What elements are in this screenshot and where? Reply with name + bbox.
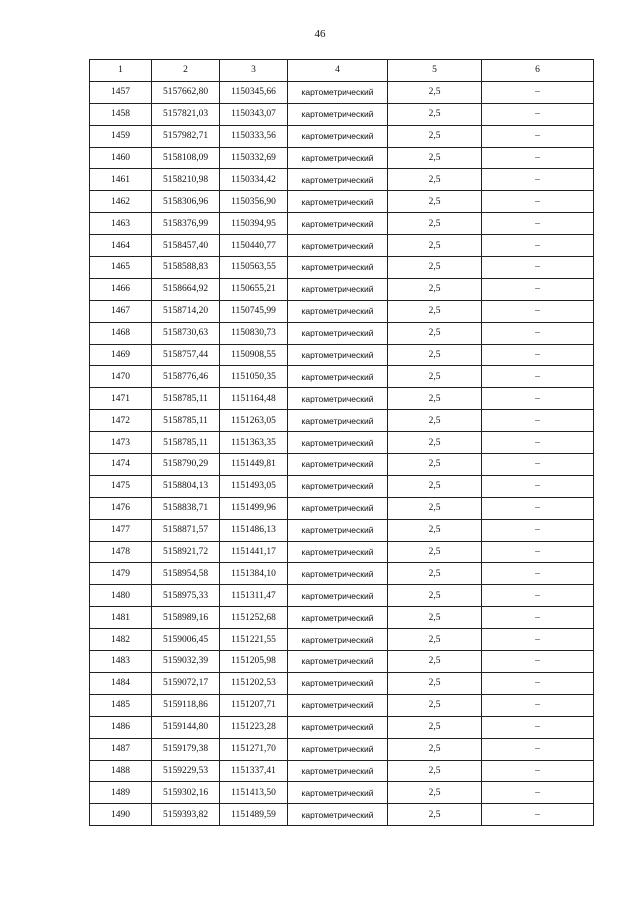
point-number-cell: 1472 [90, 410, 152, 432]
note-cell: – [482, 147, 594, 169]
method-cell: картометрический [288, 475, 388, 497]
method-cell: картометрический [288, 738, 388, 760]
method-cell: картометрический [288, 257, 388, 279]
accuracy-cell: 2,5 [388, 672, 482, 694]
method-cell: картометрический [288, 213, 388, 235]
note-cell: – [482, 103, 594, 125]
accuracy-cell: 2,5 [388, 804, 482, 826]
point-number-cell: 1459 [90, 125, 152, 147]
note-cell: – [482, 388, 594, 410]
y-coordinate-cell: 1150394,95 [220, 213, 288, 235]
accuracy-cell: 2,5 [388, 607, 482, 629]
note-cell: – [482, 651, 594, 673]
column-header: 3 [220, 60, 288, 82]
note-cell: – [482, 125, 594, 147]
accuracy-cell: 2,5 [388, 366, 482, 388]
y-coordinate-cell: 1150343,07 [220, 103, 288, 125]
accuracy-cell: 2,5 [388, 716, 482, 738]
x-coordinate-cell: 5158730,63 [152, 322, 220, 344]
accuracy-cell: 2,5 [388, 213, 482, 235]
table-header-row [90, 60, 594, 82]
y-coordinate-cell: 1150334,42 [220, 169, 288, 191]
note-cell: – [482, 257, 594, 279]
note-cell: – [482, 541, 594, 563]
y-coordinate-cell: 1151493,05 [220, 475, 288, 497]
accuracy-cell: 2,5 [388, 410, 482, 432]
note-cell: – [482, 278, 594, 300]
table-row [90, 278, 594, 300]
note-cell: – [482, 738, 594, 760]
table-row [90, 366, 594, 388]
y-coordinate-cell: 1151363,35 [220, 432, 288, 454]
y-coordinate-cell: 1150356,90 [220, 191, 288, 213]
point-number-cell: 1463 [90, 213, 152, 235]
method-cell: картометрический [288, 235, 388, 257]
method-cell: картометрический [288, 541, 388, 563]
x-coordinate-cell: 5159006,45 [152, 629, 220, 651]
table-row [90, 322, 594, 344]
accuracy-cell: 2,5 [388, 694, 482, 716]
point-number-cell: 1483 [90, 651, 152, 673]
method-cell: картометрический [288, 585, 388, 607]
point-number-cell: 1482 [90, 629, 152, 651]
accuracy-cell: 2,5 [388, 322, 482, 344]
point-number-cell: 1485 [90, 694, 152, 716]
x-coordinate-cell: 5158757,44 [152, 344, 220, 366]
accuracy-cell: 2,5 [388, 432, 482, 454]
point-number-cell: 1466 [90, 278, 152, 300]
note-cell: – [482, 694, 594, 716]
accuracy-cell: 2,5 [388, 191, 482, 213]
point-number-cell: 1471 [90, 388, 152, 410]
x-coordinate-cell: 5158714,20 [152, 300, 220, 322]
method-cell: картометрический [288, 454, 388, 476]
point-number-cell: 1467 [90, 300, 152, 322]
method-cell: картометрический [288, 147, 388, 169]
column-header: 6 [482, 60, 594, 82]
x-coordinate-cell: 5159118,86 [152, 694, 220, 716]
y-coordinate-cell: 1151499,96 [220, 497, 288, 519]
y-coordinate-cell: 1151413,50 [220, 782, 288, 804]
y-coordinate-cell: 1151202,53 [220, 672, 288, 694]
table-row [90, 585, 594, 607]
x-coordinate-cell: 5158306,96 [152, 191, 220, 213]
method-cell: картометрический [288, 410, 388, 432]
x-coordinate-cell: 5158776,46 [152, 366, 220, 388]
note-cell: – [482, 804, 594, 826]
method-cell: картометрический [288, 651, 388, 673]
note-cell: – [482, 81, 594, 103]
point-number-cell: 1458 [90, 103, 152, 125]
point-number-cell: 1468 [90, 322, 152, 344]
table-row [90, 213, 594, 235]
accuracy-cell: 2,5 [388, 169, 482, 191]
point-number-cell: 1474 [90, 454, 152, 476]
y-coordinate-cell: 1150908,55 [220, 344, 288, 366]
accuracy-cell: 2,5 [388, 760, 482, 782]
method-cell: картометрический [288, 388, 388, 410]
accuracy-cell: 2,5 [388, 103, 482, 125]
accuracy-cell: 2,5 [388, 738, 482, 760]
note-cell: – [482, 497, 594, 519]
note-cell: – [482, 169, 594, 191]
note-cell: – [482, 607, 594, 629]
table-row [90, 738, 594, 760]
point-number-cell: 1484 [90, 672, 152, 694]
table-row [90, 563, 594, 585]
x-coordinate-cell: 5158871,57 [152, 519, 220, 541]
column-header: 1 [90, 60, 152, 82]
x-coordinate-cell: 5159229,53 [152, 760, 220, 782]
table-row [90, 716, 594, 738]
x-coordinate-cell: 5159393,82 [152, 804, 220, 826]
y-coordinate-cell: 1151271,70 [220, 738, 288, 760]
y-coordinate-cell: 1150830,73 [220, 322, 288, 344]
accuracy-cell: 2,5 [388, 497, 482, 519]
accuracy-cell: 2,5 [388, 257, 482, 279]
x-coordinate-cell: 5158457,40 [152, 235, 220, 257]
method-cell: картометрический [288, 191, 388, 213]
point-number-cell: 1464 [90, 235, 152, 257]
x-coordinate-cell: 5159179,38 [152, 738, 220, 760]
accuracy-cell: 2,5 [388, 454, 482, 476]
y-coordinate-cell: 1150345,66 [220, 81, 288, 103]
y-coordinate-cell: 1150655,21 [220, 278, 288, 300]
point-number-cell: 1481 [90, 607, 152, 629]
note-cell: – [482, 629, 594, 651]
note-cell: – [482, 191, 594, 213]
table-row [90, 81, 594, 103]
note-cell: – [482, 454, 594, 476]
point-number-cell: 1473 [90, 432, 152, 454]
table-row [90, 651, 594, 673]
accuracy-cell: 2,5 [388, 563, 482, 585]
y-coordinate-cell: 1151207,71 [220, 694, 288, 716]
table-row [90, 147, 594, 169]
x-coordinate-cell: 5158921,72 [152, 541, 220, 563]
y-coordinate-cell: 1151050,35 [220, 366, 288, 388]
method-cell: картометрический [288, 300, 388, 322]
accuracy-cell: 2,5 [388, 782, 482, 804]
accuracy-cell: 2,5 [388, 81, 482, 103]
point-number-cell: 1488 [90, 760, 152, 782]
point-number-cell: 1487 [90, 738, 152, 760]
table-row [90, 541, 594, 563]
page-number: 46 [314, 28, 326, 40]
method-cell: картометрический [288, 804, 388, 826]
y-coordinate-cell: 1151441,17 [220, 541, 288, 563]
x-coordinate-cell: 5158664,92 [152, 278, 220, 300]
method-cell: картометрический [288, 344, 388, 366]
note-cell: – [482, 519, 594, 541]
point-number-cell: 1470 [90, 366, 152, 388]
accuracy-cell: 2,5 [388, 541, 482, 563]
point-number-cell: 1490 [90, 804, 152, 826]
x-coordinate-cell: 5159032,39 [152, 651, 220, 673]
note-cell: – [482, 585, 594, 607]
x-coordinate-cell: 5157821,03 [152, 103, 220, 125]
table-row [90, 300, 594, 322]
y-coordinate-cell: 1150563,55 [220, 257, 288, 279]
method-cell: картометрический [288, 81, 388, 103]
point-number-cell: 1461 [90, 169, 152, 191]
accuracy-cell: 2,5 [388, 300, 482, 322]
x-coordinate-cell: 5159144,80 [152, 716, 220, 738]
table-row [90, 475, 594, 497]
y-coordinate-cell: 1150333,56 [220, 125, 288, 147]
x-coordinate-cell: 5158376,99 [152, 213, 220, 235]
coordinates-table [89, 59, 594, 826]
method-cell: картометрический [288, 497, 388, 519]
accuracy-cell: 2,5 [388, 235, 482, 257]
point-number-cell: 1479 [90, 563, 152, 585]
y-coordinate-cell: 1151311,47 [220, 585, 288, 607]
point-number-cell: 1477 [90, 519, 152, 541]
note-cell: – [482, 672, 594, 694]
point-number-cell: 1480 [90, 585, 152, 607]
accuracy-cell: 2,5 [388, 344, 482, 366]
table-row [90, 388, 594, 410]
note-cell: – [482, 782, 594, 804]
point-number-cell: 1476 [90, 497, 152, 519]
method-cell: картометрический [288, 366, 388, 388]
table-body [90, 81, 594, 825]
table-row [90, 629, 594, 651]
y-coordinate-cell: 1151164,48 [220, 388, 288, 410]
y-coordinate-cell: 1150440,77 [220, 235, 288, 257]
accuracy-cell: 2,5 [388, 629, 482, 651]
table-row [90, 497, 594, 519]
y-coordinate-cell: 1151263,05 [220, 410, 288, 432]
x-coordinate-cell: 5158954,58 [152, 563, 220, 585]
x-coordinate-cell: 5158790,29 [152, 454, 220, 476]
x-coordinate-cell: 5159072,17 [152, 672, 220, 694]
x-coordinate-cell: 5158989,16 [152, 607, 220, 629]
table-row [90, 519, 594, 541]
method-cell: картометрический [288, 563, 388, 585]
note-cell: – [482, 410, 594, 432]
x-coordinate-cell: 5158785,11 [152, 388, 220, 410]
accuracy-cell: 2,5 [388, 475, 482, 497]
accuracy-cell: 2,5 [388, 278, 482, 300]
note-cell: – [482, 563, 594, 585]
point-number-cell: 1489 [90, 782, 152, 804]
x-coordinate-cell: 5158975,33 [152, 585, 220, 607]
table-row [90, 454, 594, 476]
method-cell: картометрический [288, 125, 388, 147]
y-coordinate-cell: 1151337,41 [220, 760, 288, 782]
table-row [90, 103, 594, 125]
note-cell: – [482, 300, 594, 322]
note-cell: – [482, 716, 594, 738]
method-cell: картометрический [288, 629, 388, 651]
table-row [90, 257, 594, 279]
table-row [90, 694, 594, 716]
table-row [90, 760, 594, 782]
note-cell: – [482, 344, 594, 366]
note-cell: – [482, 366, 594, 388]
x-coordinate-cell: 5158588,83 [152, 257, 220, 279]
table-row [90, 672, 594, 694]
method-cell: картометрический [288, 278, 388, 300]
method-cell: картометрический [288, 322, 388, 344]
method-cell: картометрический [288, 519, 388, 541]
note-cell: – [482, 475, 594, 497]
table-row [90, 235, 594, 257]
table-row [90, 191, 594, 213]
y-coordinate-cell: 1150332,69 [220, 147, 288, 169]
note-cell: – [482, 213, 594, 235]
y-coordinate-cell: 1151252,68 [220, 607, 288, 629]
note-cell: – [482, 432, 594, 454]
point-number-cell: 1462 [90, 191, 152, 213]
column-header: 2 [152, 60, 220, 82]
accuracy-cell: 2,5 [388, 147, 482, 169]
x-coordinate-cell: 5158785,11 [152, 432, 220, 454]
x-coordinate-cell: 5158108,09 [152, 147, 220, 169]
method-cell: картометрический [288, 432, 388, 454]
x-coordinate-cell: 5158804,13 [152, 475, 220, 497]
x-coordinate-cell: 5158785,11 [152, 410, 220, 432]
x-coordinate-cell: 5158210,98 [152, 169, 220, 191]
y-coordinate-cell: 1151486,13 [220, 519, 288, 541]
y-coordinate-cell: 1151223,28 [220, 716, 288, 738]
note-cell: – [482, 322, 594, 344]
point-number-cell: 1469 [90, 344, 152, 366]
method-cell: картометрический [288, 716, 388, 738]
table-row [90, 410, 594, 432]
method-cell: картометрический [288, 782, 388, 804]
x-coordinate-cell: 5159302,16 [152, 782, 220, 804]
method-cell: картометрический [288, 169, 388, 191]
table-row [90, 432, 594, 454]
note-cell: – [482, 235, 594, 257]
y-coordinate-cell: 1151384,10 [220, 563, 288, 585]
point-number-cell: 1460 [90, 147, 152, 169]
x-coordinate-cell: 5158838,71 [152, 497, 220, 519]
note-cell: – [482, 760, 594, 782]
column-header: 5 [388, 60, 482, 82]
accuracy-cell: 2,5 [388, 651, 482, 673]
y-coordinate-cell: 1151449,81 [220, 454, 288, 476]
table-row [90, 169, 594, 191]
accuracy-cell: 2,5 [388, 388, 482, 410]
method-cell: картометрический [288, 672, 388, 694]
accuracy-cell: 2,5 [388, 585, 482, 607]
table-row [90, 607, 594, 629]
point-number-cell: 1457 [90, 81, 152, 103]
accuracy-cell: 2,5 [388, 125, 482, 147]
method-cell: картометрический [288, 607, 388, 629]
point-number-cell: 1475 [90, 475, 152, 497]
table-row [90, 804, 594, 826]
column-header: 4 [288, 60, 388, 82]
method-cell: картометрический [288, 103, 388, 125]
table-row [90, 125, 594, 147]
y-coordinate-cell: 1151221,55 [220, 629, 288, 651]
accuracy-cell: 2,5 [388, 519, 482, 541]
method-cell: картометрический [288, 760, 388, 782]
y-coordinate-cell: 1151489,59 [220, 804, 288, 826]
y-coordinate-cell: 1151205,98 [220, 651, 288, 673]
point-number-cell: 1478 [90, 541, 152, 563]
point-number-cell: 1465 [90, 257, 152, 279]
table-row [90, 782, 594, 804]
x-coordinate-cell: 5157662,80 [152, 81, 220, 103]
point-number-cell: 1486 [90, 716, 152, 738]
y-coordinate-cell: 1150745,99 [220, 300, 288, 322]
table-row [90, 344, 594, 366]
x-coordinate-cell: 5157982,71 [152, 125, 220, 147]
method-cell: картометрический [288, 694, 388, 716]
